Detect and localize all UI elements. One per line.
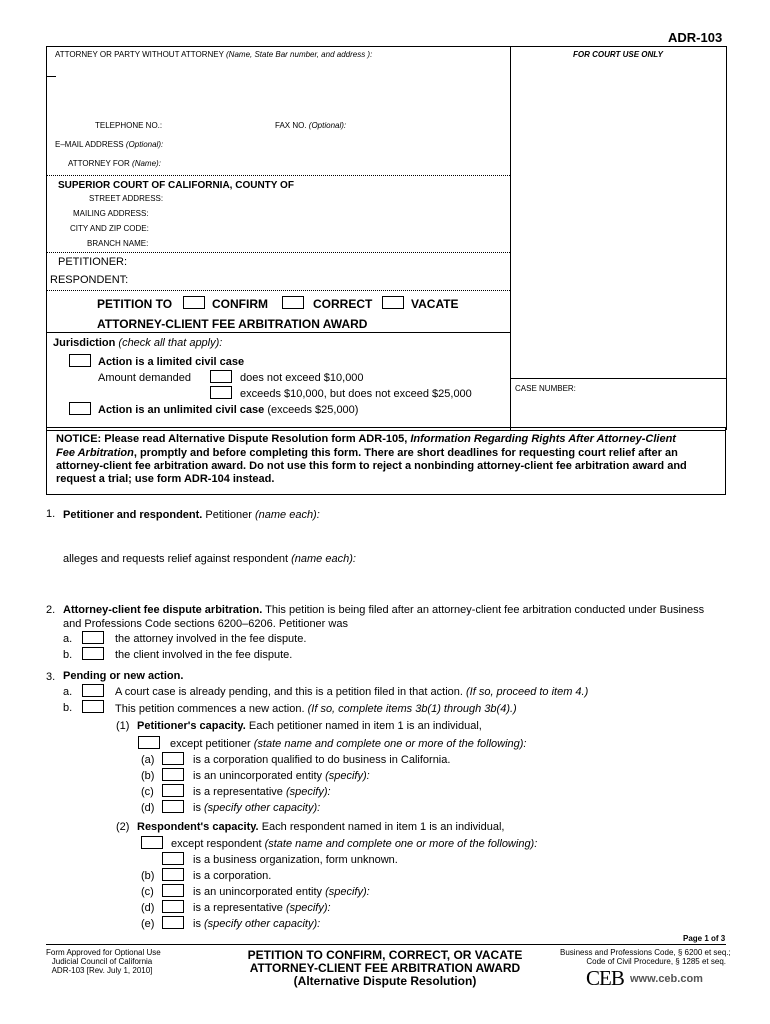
- item-3b1b-label: (b): [141, 770, 155, 782]
- item-3b1a-label: (a): [141, 754, 155, 766]
- item-3b-checkbox[interactable]: [82, 700, 104, 713]
- item-3b2-text: Respondent's capacity. Each respondent named in item 1 is an individual,: [137, 821, 505, 833]
- petition-to-label: PETITION TO: [97, 297, 173, 311]
- branch-name-label: BRANCH NAME:: [87, 239, 149, 248]
- correct-label: CORRECT: [313, 297, 373, 311]
- footer-title-3: (Alternative Dispute Resolution): [293, 974, 477, 988]
- item-3b2c-label: (c): [141, 886, 154, 898]
- item-1-text: Petitioner and respondent. Petitioner (name each):: [63, 509, 320, 521]
- item-3b1-text: Petitioner's capacity. Each petitioner named in item 1 is an individual,: [137, 720, 482, 732]
- confirm-label: CONFIRM: [212, 297, 268, 311]
- city-zip-label: CITY AND ZIP CODE:: [70, 224, 149, 233]
- except-petitioner-text: except petitioner (state name and complete one or more of the following):: [170, 738, 527, 750]
- item-3b1d-checkbox[interactable]: [162, 800, 184, 813]
- item-2a-text: the attorney involved in the fee dispute.: [115, 633, 307, 645]
- item-3b2e-label: (e): [141, 918, 155, 930]
- telephone-label: TELEPHONE NO.:: [95, 121, 163, 130]
- attorney-label: ATTORNEY OR PARTY WITHOUT ATTORNEY (Name, State Bar number, and address ):: [55, 50, 373, 59]
- item-3b2d-text: is a representative (specify):: [193, 902, 331, 914]
- vacate-checkbox[interactable]: [382, 296, 404, 309]
- item-3b1a-text: is a corporation qualified to do business in California.: [193, 754, 451, 766]
- except-respondent-checkbox[interactable]: [141, 836, 163, 849]
- respondent-label: RESPONDENT:: [50, 274, 129, 286]
- correct-checkbox[interactable]: [282, 296, 304, 309]
- under-10000-label: does not exceed $10,000: [240, 372, 364, 384]
- item-3b1c-text: is a representative (specify):: [193, 786, 331, 798]
- item-3b1d-label: (d): [141, 802, 155, 814]
- item-2b-text: the client involved in the fee dispute.: [115, 649, 293, 661]
- limited-case-label: Action is a limited civil case: [98, 356, 245, 368]
- award-title: ATTORNEY-CLIENT FEE ARBITRATION AWARD: [97, 317, 368, 331]
- over-10000-checkbox[interactable]: [210, 386, 232, 399]
- item-2a-label: a.: [63, 633, 73, 645]
- item-2-number: 2.: [46, 604, 56, 616]
- item-3-number: 3.: [46, 671, 56, 683]
- item-3b2e-text: is (specify other capacity):: [193, 918, 321, 930]
- item-3b1c-checkbox[interactable]: [162, 784, 184, 797]
- notice-line-4: request a trial; use form ADR-104 instead.: [56, 473, 275, 485]
- footer-title-2: ATTORNEY-CLIENT FEE ARBITRATION AWARD: [249, 961, 521, 975]
- fax-label: FAX NO. (Optional):: [275, 121, 347, 130]
- item-3b2c-checkbox[interactable]: [162, 884, 184, 897]
- item-3b-label: b.: [63, 702, 73, 714]
- amount-demanded-label: Amount demanded: [98, 372, 191, 384]
- item-3b2b-checkbox[interactable]: [162, 868, 184, 881]
- item-3a-label: a.: [63, 686, 73, 698]
- email-label: E–MAIL ADDRESS (Optional):: [55, 140, 164, 149]
- notice-line-1: NOTICE: Please read Alternative Dispute Resolution form ADR-105, Information Regarding Rights After Attorney-Client: [56, 433, 676, 445]
- approved-line-3: ADR-103 [Rev. July 1, 2010]: [51, 966, 153, 975]
- item-3b1b-text: is an unincorporated entity (specify):: [193, 770, 370, 782]
- approved-line-2: Judicial Council of California: [51, 957, 153, 966]
- item-3b2e-checkbox[interactable]: [162, 916, 184, 929]
- petitioner-label: PETITIONER:: [58, 256, 128, 268]
- street-address-label: STREET ADDRESS:: [89, 194, 164, 203]
- item-2-text: Attorney-client fee dispute arbitration. This petition is being filed after an attorney-client fee arbitration conducted under Business: [63, 604, 705, 616]
- item-3b1b-checkbox[interactable]: [162, 768, 184, 781]
- item-2-text-2: and Professions Code sections 6200–6206. Petitioner was: [63, 618, 348, 630]
- item-3b2a-text: is a business organization, form unknown.: [193, 854, 398, 866]
- item-3b-text: This petition commences a new action. (If so, complete items 3b(1) through 3b(4).): [115, 703, 517, 715]
- jurisdiction-label: Jurisdiction (check all that apply):: [53, 337, 223, 349]
- item-3b1a-checkbox[interactable]: [162, 752, 184, 765]
- confirm-checkbox[interactable]: [183, 296, 205, 309]
- item-3a-text: A court case is already pending, and this is a petition filed in that action. (If so, proceed to item 4.): [115, 686, 589, 698]
- notice-line-2: Fee Arbitration, promptly and before completing this form. There are short deadlines for requesting court relief after an: [56, 447, 678, 459]
- item-3b2a-checkbox[interactable]: [162, 852, 184, 865]
- under-10000-checkbox[interactable]: [210, 370, 232, 383]
- item-3b1c-label: (c): [141, 786, 154, 798]
- item-3b1d-text: is (specify other capacity):: [193, 802, 321, 814]
- ceb-logo: CEB: [586, 966, 624, 990]
- item-2b-checkbox[interactable]: [82, 647, 104, 660]
- item-3b2b-text: is a corporation.: [193, 870, 272, 882]
- code-citation-2: Code of Civil Procedure, § 1285 et seq.: [586, 957, 726, 966]
- item-3b1-number: (1): [116, 720, 130, 732]
- attorney-for-label: ATTORNEY FOR (Name):: [68, 159, 161, 168]
- item-1-number: 1.: [46, 508, 56, 520]
- item-1-alleges: alleges and requests relief against respondent (name each):: [63, 553, 356, 565]
- court-use-label: FOR COURT USE ONLY: [573, 50, 663, 59]
- code-citation-1: Business and Professions Code, § 6200 et seq.;: [560, 948, 731, 957]
- item-3a-checkbox[interactable]: [82, 684, 104, 697]
- court-title: SUPERIOR COURT OF CALIFORNIA, COUNTY OF: [58, 180, 294, 191]
- approved-line-1: Form Approved for Optional Use: [46, 948, 161, 957]
- item-2b-label: b.: [63, 649, 73, 661]
- vacate-label: VACATE: [411, 297, 459, 311]
- notice-line-3: attorney-client fee arbitration award. Do not use this form to reject a nonbinding attorney-client fee arbitration award and: [56, 460, 687, 472]
- item-3b2c-text: is an unincorporated entity (specify):: [193, 886, 370, 898]
- item-3-head: Pending or new action.: [63, 670, 184, 682]
- over-10000-label: exceeds $10,000, but does not exceed $25,000: [240, 388, 472, 400]
- form-number: ADR-103: [668, 30, 723, 45]
- item-3b2b-label: (b): [141, 870, 155, 882]
- limited-case-checkbox[interactable]: [69, 354, 91, 367]
- item-3b2d-checkbox[interactable]: [162, 900, 184, 913]
- page-number: Page 1 of 3: [683, 934, 726, 943]
- item-2a-checkbox[interactable]: [82, 631, 104, 644]
- item-3b2d-label: (d): [141, 902, 155, 914]
- footer-title-1: PETITION TO CONFIRM, CORRECT, OR VACATE: [247, 948, 523, 962]
- item-3b2-number: (2): [116, 821, 130, 833]
- except-respondent-text: except respondent (state name and complete one or more of the following):: [171, 838, 538, 850]
- unlimited-case-checkbox[interactable]: [69, 402, 91, 415]
- mailing-address-label: MAILING ADDRESS:: [73, 209, 149, 218]
- except-petitioner-checkbox[interactable]: [138, 736, 160, 749]
- ceb-url[interactable]: www.ceb.com: [630, 973, 703, 985]
- unlimited-case-label: Action is an unlimited civil case (exceeds $25,000): [98, 404, 359, 416]
- case-number-label: CASE NUMBER:: [515, 384, 576, 393]
